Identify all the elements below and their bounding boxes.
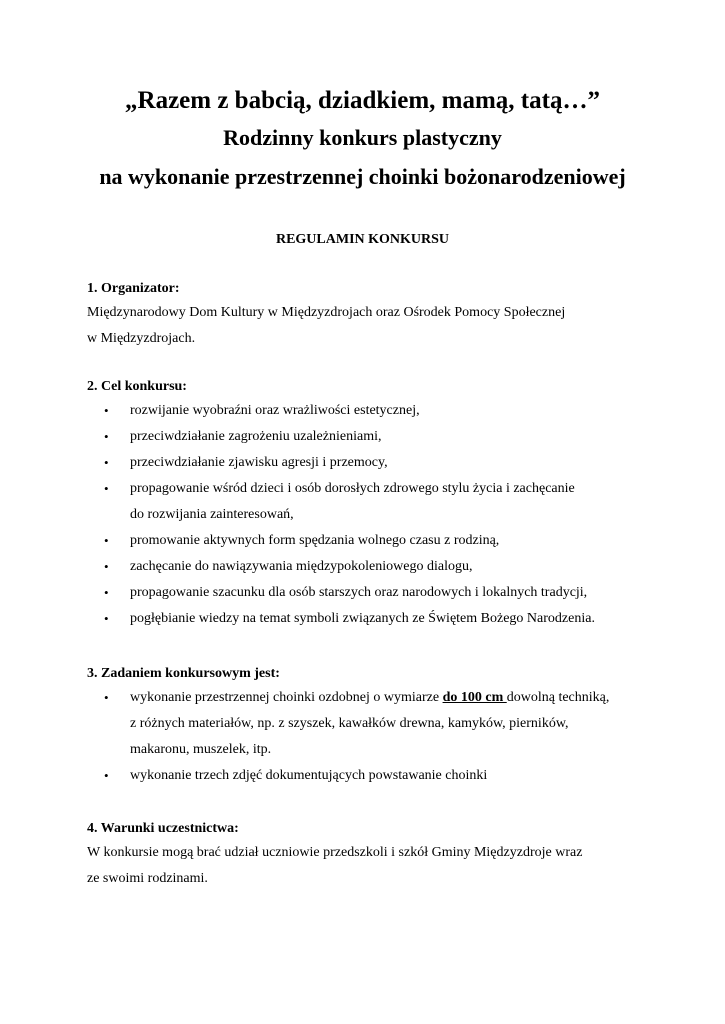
- list-item: [87, 528, 667, 554]
- section-heading: 3. Zadaniem konkursowym jest:: [87, 666, 280, 681]
- section-goal: [87, 376, 667, 632]
- text-line: propagowanie wśród dzieci i osób dorosłych zdrowego stylu życia i zachęcanie: [130, 481, 575, 496]
- title-line-2: Rodzinny konkurs plastyczny: [223, 125, 502, 150]
- list-item: [87, 685, 667, 763]
- text-line: z różnych materiałów, np. z szyszek, kawałków drewna, kamyków, pierników,: [130, 716, 569, 731]
- text-line: przeciwdziałanie zagrożeniu uzależnieniami,: [130, 429, 382, 444]
- bullet-icon: •: [104, 690, 109, 705]
- text-line: rozwijanie wyobraźni oraz wrażliwości estetycznej,: [130, 403, 420, 418]
- text-line: pogłębianie wiedzy na temat symboli związanych ze Świętem Bożego Narodzenia.: [130, 611, 595, 626]
- text-line: przeciwdziałanie zjawisku agresji i przemocy,: [130, 455, 388, 470]
- bullet-icon: •: [104, 481, 109, 496]
- text-fragment: dowolną techniką,: [506, 690, 610, 705]
- bullet-icon: •: [104, 559, 109, 574]
- section-task: [87, 663, 667, 789]
- text-line: ze swoimi rodzinami.: [87, 871, 208, 886]
- bullet-icon: •: [104, 429, 109, 444]
- regulation-title: REGULAMIN KONKURSU: [275, 232, 450, 247]
- goal-list: [87, 398, 667, 632]
- text-line: zachęcanie do nawiązywania międzypokoleniowego dialogu,: [130, 559, 473, 574]
- list-item: [87, 554, 667, 580]
- section-heading: 2. Cel konkursu:: [87, 379, 187, 394]
- organizer-text: [87, 300, 667, 352]
- list-item: [87, 398, 667, 424]
- bullet-icon: •: [104, 585, 109, 600]
- section-conditions: [87, 818, 667, 892]
- task-list: [87, 685, 667, 789]
- size-emphasis: do 100 cm: [442, 690, 507, 705]
- text-line: makaronu, muszelek, itp.: [130, 742, 272, 757]
- list-item: [87, 606, 667, 632]
- list-item: [87, 763, 667, 789]
- text-line: Międzynarodowy Dom Kultury w Międzyzdrojach oraz Ośrodek Pomocy Społecznej: [87, 305, 566, 320]
- text-line: w Międzyzdrojach.: [87, 331, 196, 346]
- text-line: W konkursie mogą brać udział uczniowie przedszkoli i szkół Gminy Międzyzdroje wraz: [87, 845, 583, 860]
- list-item: [87, 450, 667, 476]
- section-heading: 1. Organizator:: [87, 281, 180, 296]
- section-organizer: [87, 278, 667, 352]
- text-line: propagowanie szacunku dla osób starszych oraz narodowych i lokalnych tradycji,: [130, 585, 588, 600]
- title-line-3: na wykonanie przestrzennej choinki bożonarodzeniowej: [99, 164, 626, 189]
- document-title: [0, 84, 725, 196]
- list-item: [87, 424, 667, 450]
- section-heading: 4. Warunki uczestnictwa:: [87, 821, 239, 836]
- bullet-icon: •: [104, 403, 109, 418]
- text-line: promowanie aktywnych form spędzania wolnego czasu z rodziną,: [130, 533, 500, 548]
- text-line: [130, 685, 667, 711]
- text-fragment: wykonanie przestrzennej choinki ozdobnej o wymiarze: [130, 690, 443, 705]
- title-line-1: „Razem z babcią, dziadkiem, mamą, tatą…”: [125, 87, 600, 114]
- conditions-text: [87, 840, 667, 892]
- text-line: wykonanie trzech zdjęć dokumentujących powstawanie choinki: [130, 768, 488, 783]
- bullet-icon: •: [104, 768, 109, 783]
- list-item: [87, 476, 667, 528]
- text-line: do rozwijania zainteresowań,: [130, 507, 294, 522]
- bullet-icon: •: [104, 533, 109, 548]
- list-item: [87, 580, 667, 606]
- bullet-icon: •: [104, 455, 109, 470]
- bullet-icon: •: [104, 611, 109, 626]
